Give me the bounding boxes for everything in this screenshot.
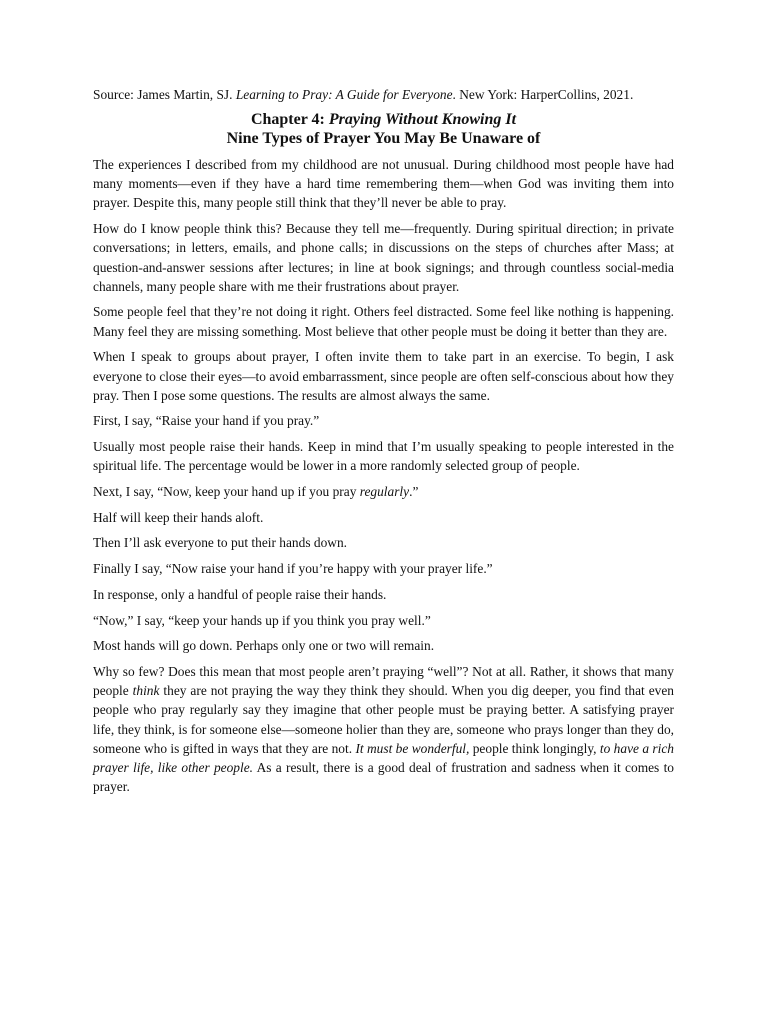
paragraph-text: people think longingly, <box>469 740 600 756</box>
paragraph-text: Half will keep their hands aloft. <box>93 509 264 525</box>
source-citation <box>93 84 674 106</box>
paragraph <box>93 482 674 501</box>
paragraph-text: The experiences I described from my childhood are not unusual. During childhood most people have had many moments—even if they have a hard time remembering them—when God was inviting them into prayer. Despite this, many people still think that they’ll never be able to pray. <box>93 157 674 211</box>
chapter-title <box>93 110 674 129</box>
document-page <box>93 84 674 803</box>
chapter-label: Chapter 4: <box>250 111 329 128</box>
paragraph-text: Finally I say, “Now raise your hand if you’re happy with your prayer life.” <box>93 561 493 577</box>
paragraph-text: Then I’ll ask everyone to put their hands down. <box>93 535 347 551</box>
paragraph-text: Usually most people raise their hands. Keep in mind that I’m usually speaking to people interested in the spiritual life. The percentage would be lower in a more randomly selected group of people. <box>93 439 674 474</box>
paragraph <box>93 611 674 630</box>
paragraph <box>93 533 674 552</box>
paragraph <box>93 219 674 296</box>
chapter-subtitle: Nine Types of Prayer You May Be Unaware of <box>226 130 541 147</box>
paragraph-text: As a result, there is a good deal of frustration and sadness when it comes to prayer. <box>93 759 674 795</box>
paragraph-text: they are not praying the way they think they should. When you dig deeper, you find that even people who pray regularly say they imagine that other people must be praying better. A satisfying prayer life, they think, is for someone else—someone holier than they are, someone who prays longer than they do, someone who is gifted in ways that they are not. <box>93 683 674 756</box>
paragraph-text: In response, only a handful of people raise their hands. <box>93 586 387 602</box>
italic-text: think <box>132 683 160 699</box>
paragraph-text: Most hands will go down. Perhaps only one or two will remain. <box>93 638 435 654</box>
paragraph-text: How do I know people think this? Because they tell me—frequently. During spiritual direction; in private conversations; in letters, emails, and phone calls; in discussions on the steps of churches after Mass; at question-and-answer sessions after lectures; in line at book signings; and through countless social-media channels, many people share with me their frustrations about prayer. <box>93 221 674 294</box>
source-book-title: Learning to Pray: A Guide for Everyone <box>235 87 453 102</box>
paragraph <box>93 411 674 430</box>
paragraph <box>93 559 674 578</box>
paragraph-text: “Now,” I say, “keep your hands up if you think you pray well.” <box>93 612 431 628</box>
paragraph <box>93 662 674 796</box>
source-prefix: Source: James Martin, SJ. <box>93 87 236 102</box>
italic-text: regularly <box>359 484 410 500</box>
paragraph <box>93 155 674 213</box>
paragraph <box>93 585 674 604</box>
paragraph <box>93 347 674 405</box>
italic-text: to have a rich prayer life, like other people. <box>93 740 674 775</box>
paragraph-text: Why so few? Does this mean that most people aren’t praying “well”? Not at all. Rather, it shows that many people <box>93 663 674 699</box>
paragraph-text: Some people feel that they’re not doing it right. Others feel distracted. Some feel like nothing is happening. Many feel they are missing something. Most believe that other people must be doing it better than they are. <box>93 304 674 339</box>
paragraph-text: .” <box>409 484 419 500</box>
paragraph <box>93 508 674 527</box>
paragraph <box>93 302 674 340</box>
italic-text: It must be wonderful, <box>355 740 470 756</box>
paragraph <box>93 636 674 655</box>
body-text <box>93 155 674 796</box>
source-suffix: . New York: HarperCollins, 2021. <box>452 87 634 102</box>
paragraph-text: First, I say, “Raise your hand if you pray.” <box>93 413 320 429</box>
paragraph <box>93 437 674 475</box>
paragraph-text: Next, I say, “Now, keep your hand up if you pray <box>93 484 360 500</box>
paragraph-text: When I speak to groups about prayer, I often invite them to take part in an exercise. To begin, I ask everyone to close their eyes—to avoid embarrassment, since people are often self-conscious about how they pray. Then I pose some questions. The results are almost always the same. <box>93 349 674 403</box>
chapter-name: Praying Without Knowing It <box>328 111 517 128</box>
